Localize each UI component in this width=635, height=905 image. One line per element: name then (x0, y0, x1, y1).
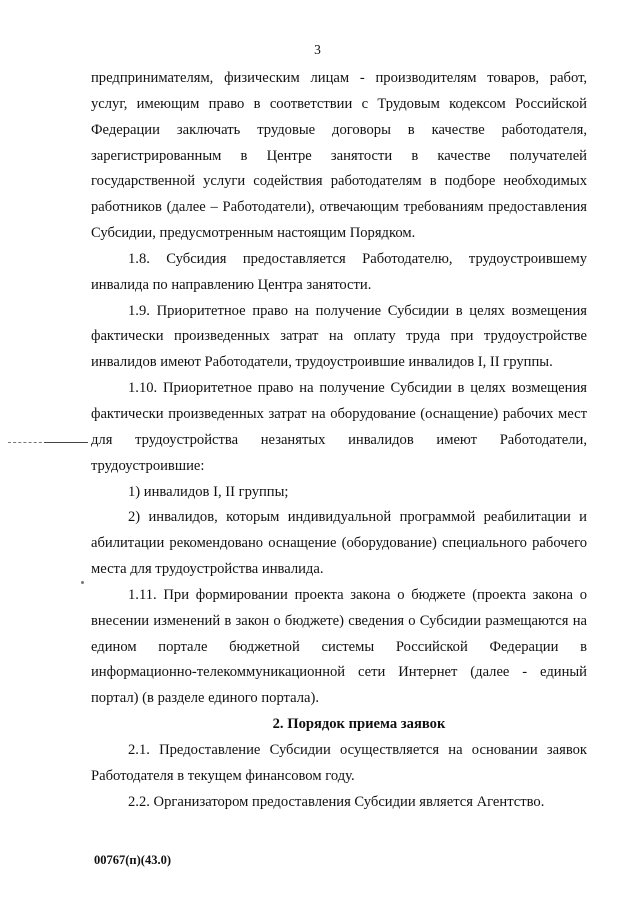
text-line: 2.1. Предоставление Субсидии осуществляется на основании заявок (128, 741, 587, 758)
text-line: едином портале бюджетной системы Российской Федерации в (91, 638, 587, 655)
paragraph-2-2 (91, 790, 587, 816)
text-line: для трудоустройства незанятых инвалидов имеют Работодатели, (91, 431, 587, 448)
section-heading: 2. Порядок приема заявок (272, 716, 446, 733)
text-line: 2.2. Организатором предоставления Субсидии является Агентство. (128, 793, 545, 810)
text-line: фактически произведенных затрат на оборудование (оснащение) рабочих мест (91, 405, 587, 422)
paragraph-continuation-end (91, 221, 587, 247)
list-item-2-end (91, 557, 587, 583)
list-item-1 (91, 480, 587, 506)
text-line: 1.8. Субсидия предоставляется Работодателю, трудоустроившему (128, 250, 587, 267)
paragraph-continuation (91, 66, 587, 221)
text-line: 1.10. Приоритетное право на получение Субсидии в целях возмещения (128, 380, 587, 397)
scan-speck (81, 581, 84, 584)
text-line: государственной услуги содействия работодателям в подборе необходимых (91, 173, 587, 190)
document-body (91, 66, 587, 815)
paragraph-1-10-end (91, 454, 587, 480)
list-item-2 (91, 505, 587, 557)
paragraph-1-9-end (91, 350, 587, 376)
text-line: внесении изменений в закон о бюджете) сведения о Субсидии размещаются на (91, 612, 587, 629)
text-line: абилитации рекомендовано оснащение (оборудование) специального рабочего (91, 535, 587, 552)
text-line: зарегистрированным в Центре занятости в качестве получателей (91, 147, 587, 164)
text-line: фактически произведенных затрат на оплату труда при трудоустройстве (91, 328, 587, 345)
text-line: трудоустроившие: (91, 457, 205, 474)
text-line: 2) инвалидов, которым индивидуальной программой реабилитации и (128, 509, 587, 526)
paragraph-1-10 (91, 376, 587, 454)
text-line: 1.11. При формировании проекта закона о бюджете (проекта закона о (128, 586, 587, 603)
text-line: Субсидии, предусмотренным настоящим Порядком. (91, 225, 416, 242)
text-line: Федерации заключать трудовые договоры в качестве работодателя, (91, 121, 587, 138)
text-line: 1) инвалидов I, II группы; (128, 483, 289, 500)
text-line: места для трудоустройства инвалида. (91, 561, 324, 578)
paragraph-2-1-end (91, 764, 587, 790)
paragraph-1-8-end (91, 273, 587, 299)
text-line: информационно-телекоммуникационной сети Интернет (далее - единый (91, 664, 587, 681)
paragraph-1-8 (91, 247, 587, 273)
text-line: работников (далее – Работодатели), отвечающим требованиям предоставления (91, 199, 587, 216)
paragraph-2-1 (91, 738, 587, 764)
paragraph-1-11 (91, 583, 587, 686)
paragraph-1-11-end (91, 686, 587, 712)
text-line: предпринимателям, физическим лицам - производителям товаров, работ, (91, 70, 587, 86)
text-line: услуг, имеющим право в соответствии с Трудовым кодексом Российской (91, 95, 587, 112)
paragraph-1-9 (91, 299, 587, 351)
text-line: инвалида по направлению Центра занятости. (91, 276, 372, 293)
page-number: 3 (314, 42, 321, 57)
text-line: Работодателя в текущем финансовом году. (91, 767, 355, 784)
scan-margin-mark-solid (44, 442, 88, 443)
document-code: 00767(п)(43.0) (94, 853, 171, 867)
text-line: 1.9. Приоритетное право на получение Субсидии в целях возмещения (128, 302, 587, 319)
text-line: портал) (в разделе единого портала). (91, 690, 319, 707)
text-line: инвалидов имеют Работодатели, трудоустроившие инвалидов I, II группы. (91, 354, 553, 371)
